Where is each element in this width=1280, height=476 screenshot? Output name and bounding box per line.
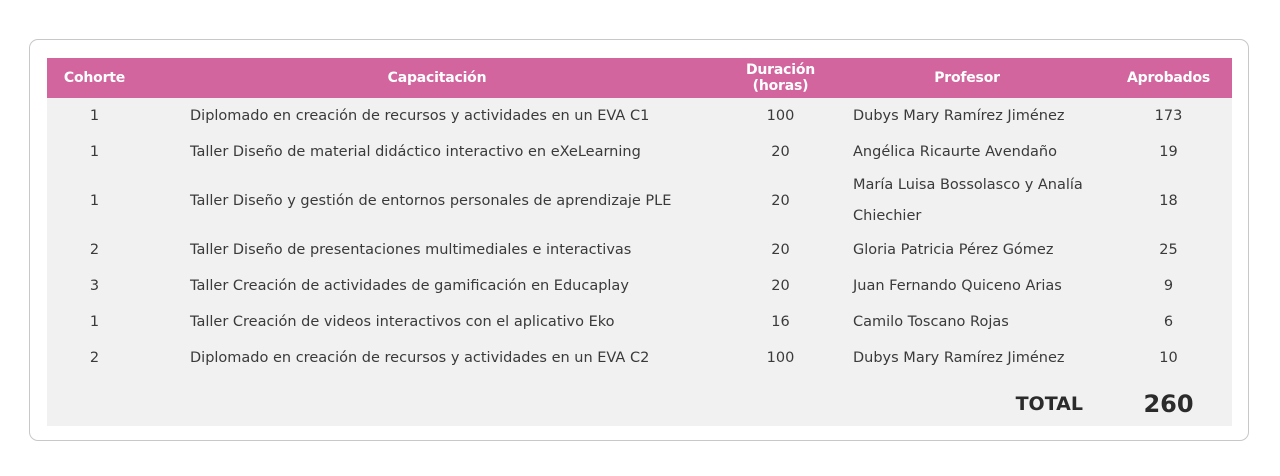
cell-approved: 173: [1154, 107, 1183, 124]
cell-professor: Dubys Mary Ramírez Jiménez: [853, 107, 1065, 124]
cell-cohort: 1: [89, 143, 100, 160]
cell-course: Taller Creación de videos interactivos con el aplicativo Eko: [190, 313, 615, 330]
table-row: [47, 232, 1232, 268]
header-cohort: Cohorte: [63, 70, 126, 86]
header-hours: Duración (horas): [745, 62, 816, 94]
cell-professor: Camilo Toscano Rojas: [853, 313, 1009, 330]
cell-hours: 20: [771, 241, 790, 258]
cell-course: Diplomado en creación de recursos y actividades en un EVA C1: [190, 107, 650, 124]
training-table: [47, 58, 1232, 432]
cell-approved: 6: [1163, 313, 1174, 330]
cell-professor: Dubys Mary Ramírez Jiménez: [853, 349, 1065, 366]
cell-cohort: 1: [89, 107, 100, 124]
table-row: [47, 134, 1232, 170]
cell-hours: 100: [766, 107, 795, 124]
header-approved: Aprobados: [1126, 70, 1211, 86]
cell-approved: 10: [1159, 349, 1178, 366]
header-course: Capacitación: [387, 70, 487, 86]
total-value: 260: [1143, 390, 1194, 418]
cell-hours: 20: [771, 143, 790, 160]
cell-cohort: 3: [89, 277, 100, 294]
cell-cohort: 2: [89, 241, 100, 258]
cell-approved: 19: [1159, 143, 1178, 160]
cell-professor: Gloria Patricia Pérez Gómez: [853, 241, 1054, 258]
table-header-row: [47, 58, 1232, 98]
table-row: [47, 98, 1232, 134]
cell-approved: 9: [1163, 277, 1174, 294]
cell-course: Taller Diseño de presentaciones multimediales e interactivas: [190, 241, 632, 258]
cell-course: Diplomado en creación de recursos y actividades en un EVA C2: [190, 349, 650, 366]
table-row: [47, 304, 1232, 340]
cell-hours: 20: [771, 277, 790, 294]
table-row: [47, 268, 1232, 304]
cell-cohort: 1: [89, 192, 100, 209]
cell-professor: Juan Fernando Quiceno Arias: [853, 277, 1062, 294]
cell-approved: 18: [1159, 192, 1178, 209]
header-professor: Profesor: [934, 70, 1000, 86]
training-table-container: [47, 58, 1232, 426]
cell-course: Taller Creación de actividades de gamificación en Educaplay: [190, 277, 629, 294]
cell-hours: 100: [766, 349, 795, 366]
cell-hours: 16: [771, 313, 790, 330]
cell-cohort: 2: [89, 349, 100, 366]
cell-professor: Angélica Ricaurte Avendaño: [853, 143, 1057, 160]
cell-professor: María Luisa Bossolasco y Analía Chiechier: [853, 177, 1083, 224]
total-row: [47, 376, 1232, 432]
cell-hours: 20: [771, 192, 790, 209]
cell-approved: 25: [1159, 241, 1178, 258]
total-label: TOTAL: [1015, 393, 1083, 415]
table-row: [47, 340, 1232, 376]
table-row: [47, 170, 1232, 232]
cell-course: Taller Diseño de material didáctico interactivo en eXeLearning: [190, 143, 641, 160]
cell-course: Taller Diseño y gestión de entornos personales de aprendizaje PLE: [190, 192, 672, 209]
cell-cohort: 1: [89, 313, 100, 330]
